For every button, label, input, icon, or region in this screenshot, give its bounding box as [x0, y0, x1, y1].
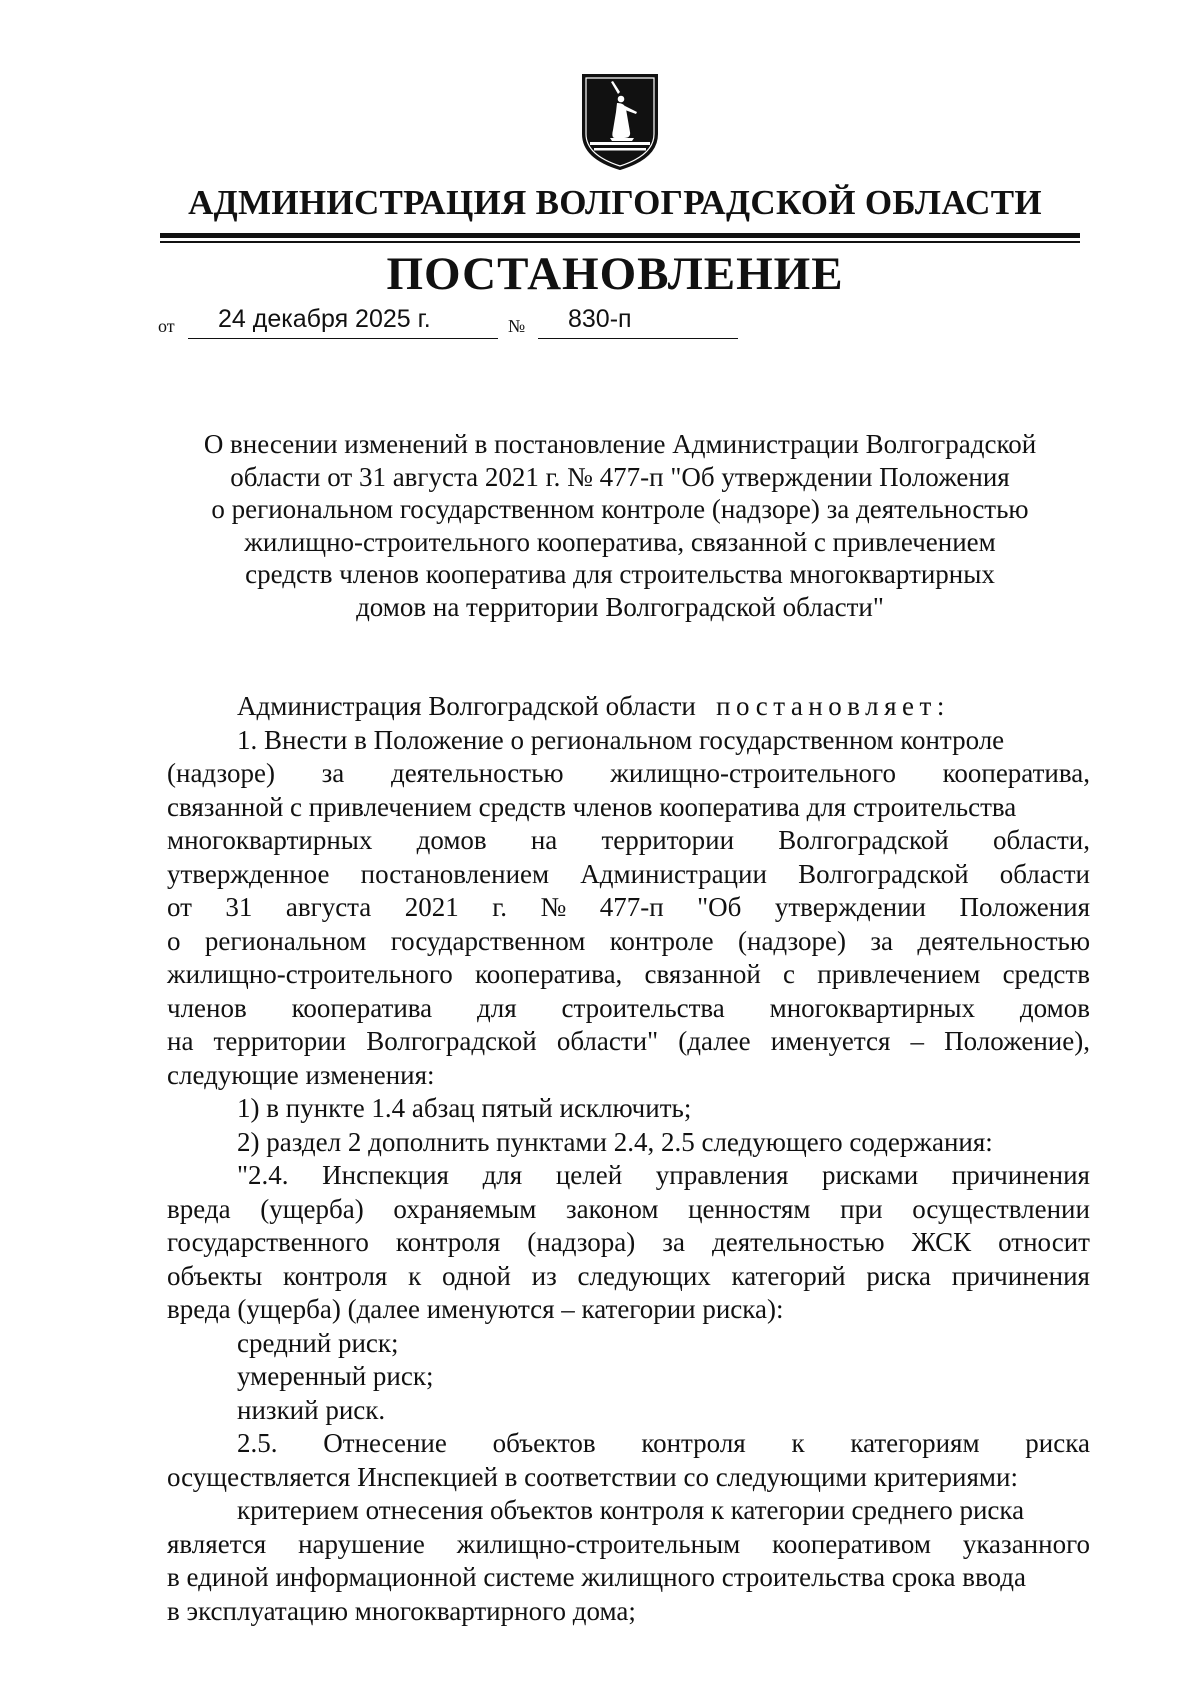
body-line: критерием отнесения объектов контроля к категории среднего риска — [237, 1495, 1025, 1525]
word: одной — [442, 1260, 511, 1291]
word: жилищно-строительным — [456, 1528, 741, 1559]
body-line: вреда (ущерба) (далее именуются – категории риска): — [167, 1294, 784, 1324]
word: причинения — [951, 1160, 1090, 1190]
word: области, — [992, 825, 1090, 855]
word: риска — [1025, 1428, 1090, 1458]
word: от — [167, 892, 192, 922]
word: о — [167, 925, 181, 956]
word: постановлением — [360, 858, 550, 889]
word: на — [530, 825, 558, 855]
word: охраняемым — [393, 1193, 537, 1224]
word: осуществлении — [912, 1193, 1090, 1224]
word: области" — [556, 1026, 659, 1056]
body-line: умеренный риск; — [237, 1361, 434, 1391]
word: привлечением — [817, 959, 981, 989]
word: именуется — [770, 1026, 891, 1056]
document-subject — [160, 428, 1080, 624]
word: контроля — [282, 1260, 388, 1291]
body-line — [167, 958, 1090, 992]
subject-line: О внесении изменений в постановление Администрации Волгоградской — [203, 429, 1037, 459]
word: Отнесение — [323, 1428, 447, 1458]
body-line: низкий риск. — [237, 1394, 386, 1425]
word: Администрации — [580, 858, 767, 889]
word: Положения — [959, 892, 1090, 922]
body-line: в единой информационной системе жилищного строительства срока ввода — [167, 1562, 1026, 1592]
document-number: 830-п — [568, 305, 632, 333]
word: ЖСК — [911, 1227, 972, 1257]
body-line: осуществляется Инспекцией в соответствии со следующими критериями: — [167, 1461, 1018, 1492]
word: государственном — [390, 925, 586, 956]
word: деятельностью — [390, 758, 564, 788]
word: из — [531, 1260, 557, 1291]
word: территории — [213, 1026, 347, 1056]
body-line — [167, 891, 1090, 925]
body-line: 1. Внести в Положение о региональном государственном контроле — [237, 724, 1005, 755]
word: 2.5. — [237, 1428, 278, 1458]
preamble-subject: Администрация Волгоградской области — [237, 691, 696, 721]
word: относит — [998, 1227, 1090, 1257]
body-line — [167, 824, 1090, 858]
word: вреда — [167, 1193, 231, 1224]
word: за — [321, 758, 345, 788]
word: категорий — [731, 1260, 846, 1291]
body-line — [167, 1193, 1090, 1227]
word: жилищно-строительного — [167, 959, 453, 989]
header-divider-thick — [160, 233, 1080, 238]
word: кооператива, — [474, 959, 623, 989]
subject-line: средств членов кооператива для строительства многоквартирных — [245, 559, 995, 590]
word: является — [167, 1528, 267, 1559]
document-type-title: ПОСТАНОВЛЕНИЕ — [386, 248, 844, 300]
number-underline — [538, 338, 738, 339]
word: утвержденное — [167, 858, 330, 889]
subject-line: жилищно-строительного кооператива, связанной с привлечением — [244, 526, 996, 557]
word: г. — [492, 892, 508, 922]
word: (надзора) — [527, 1227, 636, 1257]
word: за — [870, 925, 894, 956]
word: для — [482, 1160, 523, 1190]
word: категориям — [850, 1428, 980, 1458]
word: (надзоре) — [167, 758, 275, 788]
body-line — [167, 1427, 1090, 1461]
word: деятельностью — [711, 1227, 885, 1257]
word: 31 — [225, 892, 253, 922]
date-prefix: от — [158, 316, 175, 336]
body-line: 2) раздел 2 дополнить пунктами 2.4, 2.5 следующего содержания: — [237, 1126, 993, 1157]
body-line: связанной с привлечением средств членов кооператива для строительства — [167, 791, 1017, 822]
word: области — [999, 858, 1090, 889]
word: для — [477, 992, 517, 1023]
word: при — [840, 1193, 883, 1224]
word: (ущерба) — [260, 1193, 364, 1224]
word: № — [540, 892, 567, 922]
number-prefix: № — [508, 316, 526, 336]
word: кооперативом — [772, 1528, 931, 1559]
body-line: средний риск; — [237, 1327, 399, 1358]
body-line: 1) в пункте 1.4 абзац пятый исключить; — [237, 1093, 692, 1123]
preamble — [167, 690, 1090, 724]
body-line — [167, 1226, 1090, 1260]
word: к — [408, 1260, 422, 1291]
word: к — [791, 1428, 805, 1458]
document-date: 24 декабря 2025 г. — [218, 305, 431, 333]
word: причинения — [951, 1260, 1090, 1291]
word: следующих — [577, 1260, 711, 1291]
document-body — [167, 690, 1090, 1628]
word: территории — [601, 825, 735, 855]
word: Волгоградской — [778, 825, 949, 855]
word: за — [662, 1227, 685, 1257]
word: управления — [655, 1160, 789, 1190]
word: домов — [416, 825, 487, 855]
word: государственного — [167, 1227, 369, 1257]
date-underline — [188, 338, 498, 339]
word: (далее — [678, 1026, 751, 1056]
body-line — [167, 858, 1090, 892]
word: Положение), — [944, 1026, 1090, 1056]
body-line: следующие изменения: — [167, 1059, 435, 1090]
body-line — [167, 992, 1090, 1026]
preamble-verb: постановляет: — [716, 691, 950, 721]
word: Инспекция — [322, 1160, 449, 1190]
body-line — [167, 1159, 1090, 1193]
word: объектов — [492, 1428, 596, 1458]
word: "Об — [697, 892, 742, 922]
word: контроле — [609, 925, 714, 956]
word: законом — [566, 1193, 659, 1224]
word: нарушение — [298, 1528, 425, 1559]
word: августа — [285, 892, 372, 922]
word: деятельностью — [917, 925, 1090, 956]
word: риска — [866, 1260, 932, 1291]
word: объекты — [167, 1260, 263, 1291]
word: жилищно-строительного — [610, 758, 896, 788]
word: (надзоре) — [738, 925, 846, 956]
word: – — [910, 1026, 925, 1056]
word: "2.4. — [237, 1160, 289, 1190]
subject-line: о региональном государственном контроле (надзоре) за деятельностью — [211, 494, 1029, 525]
word: контроля — [395, 1227, 501, 1257]
word: утверждении — [774, 892, 926, 922]
body-line — [167, 1260, 1090, 1294]
word: целей — [555, 1160, 623, 1190]
body-line — [167, 925, 1090, 959]
body-line: в эксплуатацию многоквартирного дома; — [167, 1595, 636, 1626]
word: Волгоградской — [366, 1026, 537, 1056]
word: с — [783, 959, 796, 989]
word: кооператива, — [942, 758, 1090, 788]
word: домов — [1019, 992, 1090, 1023]
word: на — [167, 1026, 194, 1056]
word: Волгоградской — [798, 858, 969, 889]
subject-line: области от 31 августа 2021 г. № 477-п "Об утверждении Положения — [230, 461, 1010, 492]
word: членов — [167, 992, 247, 1023]
word: контроля — [641, 1428, 746, 1458]
body-line — [167, 1528, 1090, 1562]
organization-title: АДМИНИСТРАЦИЯ ВОЛГОГРАДСКОЙ ОБЛАСТИ — [188, 183, 1042, 222]
word: ценностям — [688, 1193, 811, 1224]
word: региональном — [204, 925, 367, 956]
word: 477-п — [599, 892, 664, 922]
word: кооператива — [291, 992, 433, 1023]
word: многоквартирных — [167, 825, 373, 855]
word: рисками — [821, 1160, 919, 1190]
subject-line: домов на территории Волгоградской области" — [356, 591, 884, 622]
body-line — [167, 757, 1090, 791]
word: указанного — [962, 1528, 1090, 1559]
word: средств — [1002, 959, 1090, 989]
word: связанной — [644, 959, 761, 989]
coat-of-arms-icon — [580, 72, 660, 172]
header-divider-thin — [160, 241, 1080, 243]
word: 2021 — [404, 892, 459, 922]
word: строительства — [561, 992, 725, 1023]
word: многоквартирных — [769, 992, 976, 1023]
body-line — [167, 1025, 1090, 1059]
